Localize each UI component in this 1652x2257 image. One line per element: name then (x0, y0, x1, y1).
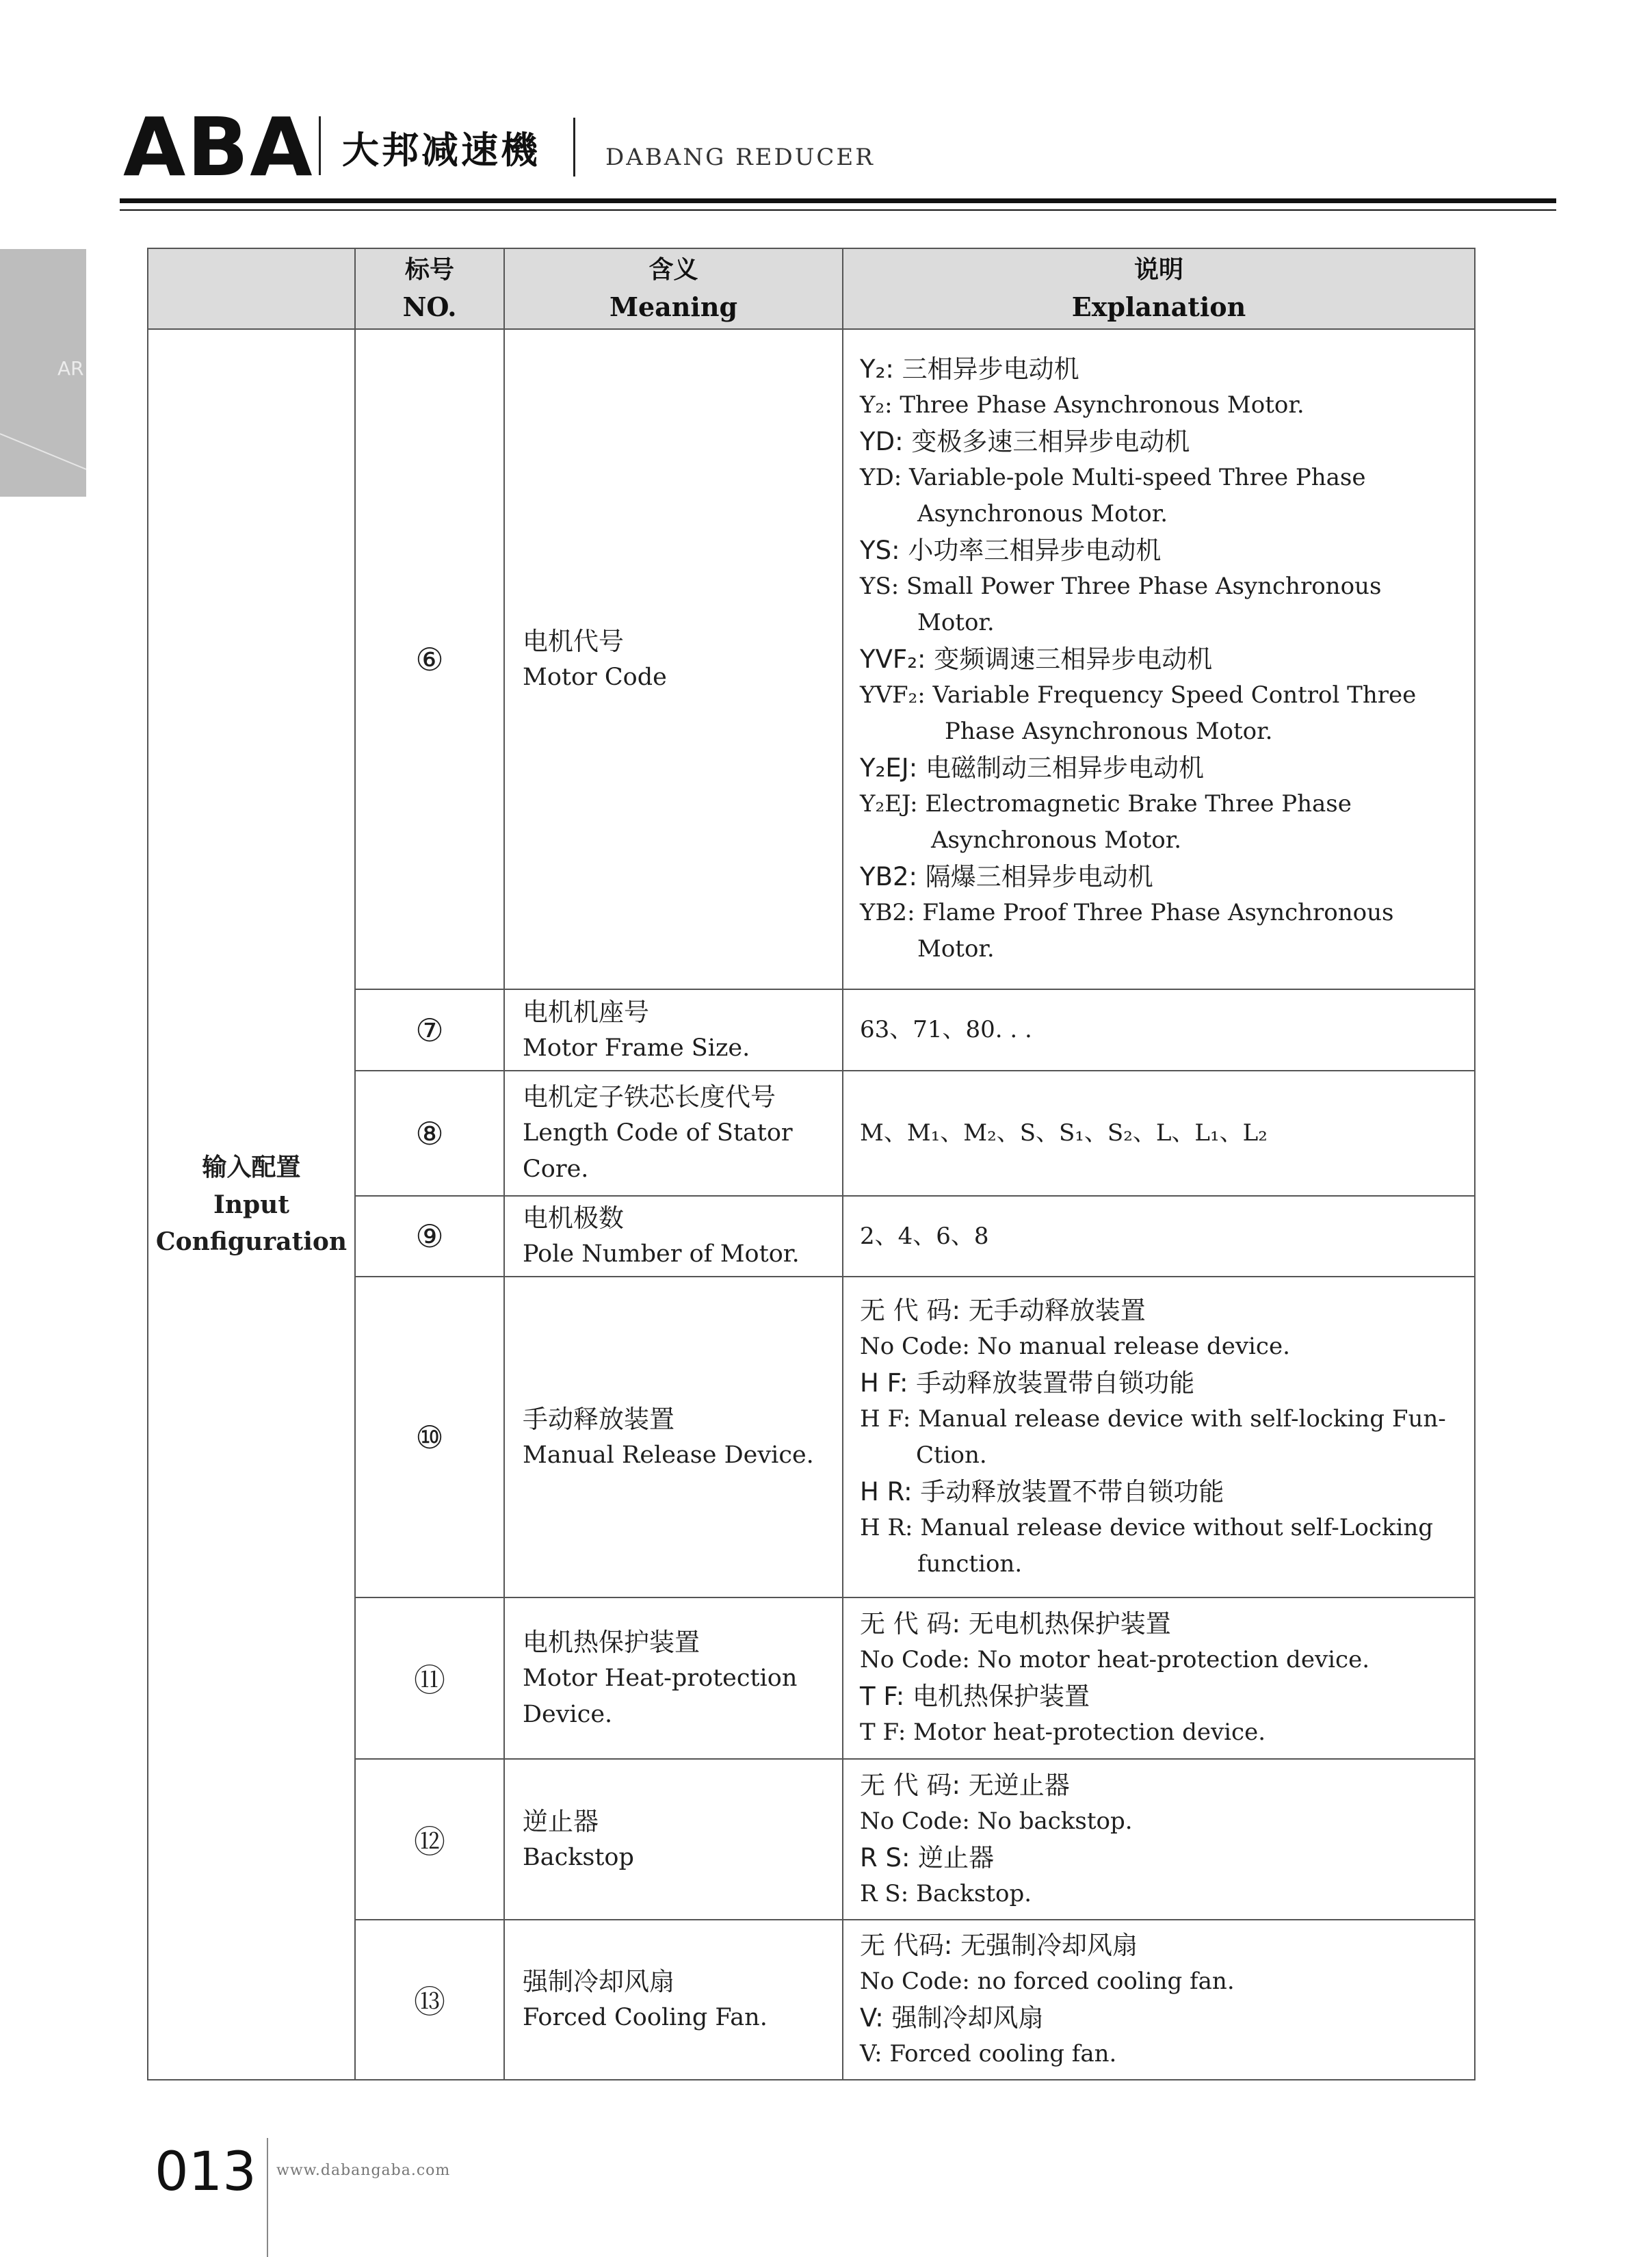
explanation-line: YS: Small Power Three Phase Asynchronous (860, 573, 1382, 600)
meaning-cn: 手动释放装置 (523, 1404, 674, 1434)
explanation-line: Y₂EJ: 电磁制动三相异步电动机 (860, 753, 1204, 783)
website-link[interactable]: www.dabangaba.com (276, 2162, 451, 2179)
group-label-en: Input (213, 1190, 289, 1219)
explanation-line: Motor. (917, 609, 995, 636)
row-number: ⑥ (355, 329, 504, 989)
meaning-cell (504, 1759, 843, 1920)
explanation-cell (843, 329, 1475, 989)
side-tab-label: AR (57, 357, 84, 380)
explanation-line: YB2: Flame Proof Three Phase Asynchronous (860, 899, 1394, 926)
group-label-en: Configuration (155, 1227, 348, 1256)
explanation-line: 无 代码: 无强制冷却风扇 (860, 1931, 1138, 1960)
group-label-cn: 输入配置 (202, 1153, 301, 1182)
row-number: ⑩ (355, 1277, 504, 1597)
explanation-line: YB2: 隔爆三相异步电动机 (860, 862, 1153, 891)
meaning-cn: 电机代号 (523, 626, 624, 656)
spec-table (147, 248, 1476, 2080)
header-meaning-cn: 含义 (648, 256, 698, 284)
meaning-cn: 强制冷却风扇 (523, 1967, 674, 1996)
table-header-row (148, 248, 1475, 329)
meaning-cn: 电机机座号 (523, 997, 649, 1027)
explanation-line: R S: Backstop. (860, 1879, 1032, 1907)
meaning-cell (504, 989, 843, 1071)
meaning-cell (504, 1920, 843, 2080)
row-number: ⑬ (355, 1920, 504, 2080)
explanation-line: Ction. (916, 1441, 987, 1469)
explanation-line: 63、71、80. . . (860, 1016, 1032, 1043)
brand-chinese-name: 大邦减速機 (342, 129, 540, 172)
explanation-line: H F: 手动释放装置带自锁功能 (860, 1368, 1195, 1398)
meaning-en: Backstop (523, 1843, 634, 1871)
meaning-en: Pole Number of Motor. (523, 1240, 800, 1268)
header-divider (573, 118, 575, 177)
meaning-cell (504, 1071, 843, 1196)
explanation-line: 无 代 码: 无电机热保护装置 (860, 1609, 1171, 1639)
table-row (148, 329, 1475, 989)
explanation-line: Phase Asynchronous Motor. (945, 718, 1273, 745)
explanation-line: No Code: no forced cooling fan. (860, 1968, 1235, 1995)
explanation-line: T F: Motor heat-protection device. (860, 1719, 1266, 1746)
explanation-line: 无 代 码: 无逆止器 (860, 1770, 1070, 1800)
meaning-en: Motor Heat-protection (523, 1664, 798, 1692)
header-no-en: NO. (402, 291, 457, 322)
page-number: 013 (155, 2141, 257, 2203)
explanation-line: 无 代 码: 无手动释放装置 (860, 1295, 1146, 1325)
meaning-en: Device. (523, 1700, 613, 1728)
explanation-line: Asynchronous Motor. (917, 500, 1168, 527)
explanation-line: V: Forced cooling fan. (860, 2040, 1117, 2067)
explanation-line: Y₂EJ: Electromagnetic Brake Three Phase (860, 790, 1352, 818)
meaning-en: Forced Cooling Fan. (523, 2004, 768, 2031)
header-meaning-en: Meaning (609, 291, 738, 322)
header-rule-thin (120, 209, 1556, 211)
explanation-cell (843, 1196, 1475, 1277)
explanation-line: No Code: No motor heat-protection device. (860, 1646, 1369, 1673)
meaning-cn: 电机极数 (523, 1203, 624, 1233)
row-number: ⑫ (355, 1759, 504, 1920)
meaning-cn: 逆止器 (523, 1806, 599, 1836)
row-number: ⑨ (355, 1196, 504, 1277)
explanation-line: YVF₂: 变频调速三相异步电动机 (860, 644, 1213, 674)
header-meaning (504, 248, 843, 329)
explanation-line: 2、4、6、8 (860, 1222, 989, 1250)
header-no-cn: 标号 (404, 256, 454, 284)
explanation-line: R S: 逆止器 (860, 1842, 995, 1873)
row-number: ⑧ (355, 1071, 504, 1196)
explanation-line: Motor. (917, 935, 995, 963)
explanation-line: No Code: No backstop. (860, 1807, 1133, 1835)
explanation-line: Asynchronous Motor. (931, 826, 1182, 854)
meaning-cn: 电机定子铁芯长度代号 (523, 1082, 776, 1112)
header-explanation (843, 248, 1475, 329)
explanation-line: M、M₁、M₂、S、S₁、S₂、L、L₁、L₂ (860, 1119, 1268, 1147)
explanation-cell (843, 1759, 1475, 1920)
group-cell (148, 329, 355, 2080)
explanation-line: V: 强制冷却风扇 (860, 2003, 1044, 2033)
header-no (355, 248, 504, 329)
header-explanation-cn: 说明 (1133, 256, 1183, 284)
meaning-en: Manual Release Device. (523, 1441, 814, 1469)
explanation-line: YD: 变极多速三相异步电动机 (860, 427, 1190, 456)
explanation-line: YVF₂: Variable Frequency Speed Control Three (860, 681, 1417, 709)
explanation-cell (843, 1277, 1475, 1597)
row-number: ⑪ (355, 1597, 504, 1759)
explanation-line: YS: 小功率三相异步电动机 (860, 536, 1162, 565)
header-rule (120, 198, 1556, 203)
meaning-cell (504, 1597, 843, 1759)
meaning-en: Motor Code (523, 663, 667, 691)
meaning-cell (504, 1196, 843, 1277)
brand-logo: ABA (123, 100, 314, 194)
explanation-line: No Code: No manual release device. (860, 1332, 1290, 1360)
explanation-cell (843, 1071, 1475, 1196)
explanation-line: Y₂: Three Phase Asynchronous Motor. (860, 391, 1304, 419)
explanation-line: H R: Manual release device without self-Locking (860, 1513, 1434, 1541)
meaning-cn: 电机热保护装置 (523, 1627, 700, 1657)
explanation-line: function. (917, 1550, 1023, 1578)
header-divider (319, 116, 321, 175)
header-group (148, 248, 355, 329)
meaning-cell (504, 1277, 843, 1597)
meaning-en: Core. (523, 1156, 589, 1183)
explanation-line: Y₂: 三相异步电动机 (860, 354, 1079, 384)
meaning-cell (504, 329, 843, 989)
meaning-en: Length Code of Stator (523, 1119, 793, 1147)
explanation-cell (843, 1920, 1475, 2080)
explanation-line: YD: Variable-pole Multi-speed Three Phase (860, 464, 1366, 491)
explanation-line: H F: Manual release device with self-locking Fun- (860, 1405, 1446, 1433)
explanation-line: H R: 手动释放装置不带自锁功能 (860, 1476, 1224, 1506)
meaning-en: Motor Frame Size. (523, 1034, 750, 1062)
explanation-cell (843, 1597, 1475, 1759)
footer-divider (267, 2138, 268, 2257)
header-explanation-en: Explanation (1071, 291, 1246, 322)
explanation-line: T F: 电机热保护装置 (860, 1682, 1090, 1711)
brand-english-name: DABANG REDUCER (605, 144, 875, 171)
row-number: ⑦ (355, 989, 504, 1071)
explanation-cell (843, 989, 1475, 1071)
